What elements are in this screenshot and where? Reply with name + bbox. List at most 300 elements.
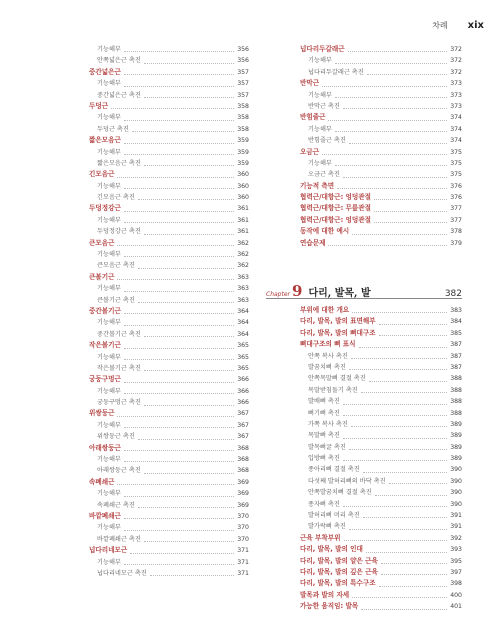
toc-section-entry[interactable]: [89, 272, 249, 283]
toc-section-entry[interactable]: [300, 203, 462, 214]
dot-leader: [348, 51, 448, 52]
toc-entry-page: 356: [237, 57, 249, 65]
toc-section-entry[interactable]: [300, 238, 462, 249]
toc-entry-page: 364: [237, 319, 249, 327]
dot-leader: [343, 415, 447, 416]
toc-entry-title: 뼈대구조의 뼈 표식: [300, 340, 356, 349]
dot-leader: [374, 211, 447, 212]
toc-entry-title: 기능해부: [97, 216, 121, 224]
dot-leader: [335, 165, 447, 166]
dot-leader: [359, 347, 448, 348]
toc-section-entry[interactable]: [300, 590, 462, 601]
toc-entry-page: 359: [237, 159, 249, 167]
toc-entry-page: 372: [450, 68, 462, 76]
toc-subentry[interactable]: [300, 396, 462, 407]
toc-section-entry[interactable]: [89, 340, 249, 351]
toc-section-entry[interactable]: [89, 409, 249, 420]
dot-leader: [335, 97, 447, 98]
toc-section-entry[interactable]: [89, 374, 249, 385]
dot-leader: [124, 154, 234, 155]
toc-subentry[interactable]: [89, 55, 249, 66]
toc-entry-page: 357: [237, 68, 249, 76]
toc-entry-title: 두덩정강근 촉진: [97, 228, 141, 236]
toc-subentry[interactable]: [89, 181, 249, 192]
toc-entry-page: 377: [450, 205, 462, 213]
dot-leader: [124, 291, 234, 292]
toc-entry-title: 반막근 촉진: [308, 102, 340, 110]
toc-subentry[interactable]: [89, 124, 249, 135]
toc-subentry[interactable]: [89, 260, 249, 271]
dot-leader: [124, 359, 234, 360]
dot-leader: [124, 530, 234, 531]
toc-entry-page: 368: [237, 456, 249, 464]
toc-entry-page: 363: [237, 296, 249, 304]
toc-subentry[interactable]: [89, 568, 249, 579]
toc-section-entry[interactable]: [300, 44, 462, 55]
toc-section-entry[interactable]: [89, 511, 249, 522]
dot-leader: [124, 461, 234, 462]
toc-entry-title: 발가락뼈 촉진: [308, 523, 346, 531]
toc-section-entry[interactable]: [300, 226, 462, 237]
toc-subentry[interactable]: [89, 90, 249, 101]
toc-entry-page: 360: [237, 182, 249, 190]
toc-entry-title: 긴모음근 촉진: [97, 194, 135, 202]
toc-entry-page: 362: [237, 262, 249, 270]
toc-subentry[interactable]: [300, 67, 462, 78]
toc-subentry[interactable]: [89, 363, 249, 374]
toc-entry-title: 큰모음근 촉진: [97, 262, 135, 270]
toc-entry-title: 동작에 대한 예시: [300, 227, 350, 236]
toc-entry-page: 388: [450, 398, 462, 406]
toc-entry-page: 360: [237, 171, 249, 179]
dot-leader: [144, 541, 234, 542]
toc-section-entry[interactable]: [89, 135, 249, 146]
toc-subentry[interactable]: [89, 283, 249, 294]
toc-section-entry[interactable]: [300, 328, 462, 339]
toc-entry-title: 협력근/대항근: 무릎관절: [300, 204, 372, 213]
dot-leader: [379, 335, 448, 336]
dot-leader: [344, 540, 448, 541]
dot-leader: [375, 495, 447, 496]
toc-entry-page: 375: [450, 148, 462, 156]
toc-entry-page: 401: [450, 603, 462, 611]
dot-leader: [144, 473, 234, 474]
dot-leader: [138, 302, 234, 303]
dot-leader: [124, 143, 234, 144]
toc-entry-page: 389: [450, 443, 462, 451]
toc-entry-title: 두덩정강근: [89, 204, 121, 213]
dot-leader: [117, 416, 234, 417]
toc-subentry[interactable]: [300, 510, 462, 521]
toc-entry-title: 오금근: [300, 147, 320, 156]
chapter-page: 382: [444, 289, 462, 299]
toc-entry-page: 370: [237, 513, 249, 520]
toc-entry-title: 안쪽발꿈치뼈 결절 촉진: [308, 489, 372, 497]
toc-entry-title: 기능해부: [308, 57, 332, 65]
dot-leader: [111, 108, 234, 109]
toc-entry-title: 발꿈치뼈 촉진: [308, 363, 346, 371]
toc-section-entry[interactable]: [300, 112, 462, 123]
dot-leader: [124, 211, 234, 212]
toc-subentry[interactable]: [89, 295, 249, 306]
toc-subentry[interactable]: [300, 169, 462, 180]
toc-entry-title: 중간넓은근 촉진: [97, 91, 141, 99]
toc-subentry[interactable]: [89, 386, 249, 397]
toc-entry-page: 385: [450, 329, 462, 337]
toc-entry-title: 다리, 발목, 발의 특수구조: [300, 579, 376, 588]
dot-leader: [124, 120, 234, 121]
toc-subentry[interactable]: [300, 362, 462, 373]
toc-subentry[interactable]: [300, 90, 462, 101]
toc-subentry[interactable]: [300, 408, 462, 419]
dot-leader: [117, 484, 234, 485]
toc-entry-title: 중간볼기근: [89, 306, 121, 315]
dot-leader: [352, 597, 447, 598]
toc-subentry[interactable]: [89, 557, 249, 568]
toc-entry-title: 발목과 발의 자세: [300, 590, 350, 599]
toc-entry-title: 큰볼기근 촉진: [97, 296, 135, 304]
dot-leader: [369, 381, 447, 382]
toc-entry-page: 387: [450, 363, 462, 371]
toc-entry-page: 361: [237, 205, 249, 213]
toc-section-entry[interactable]: [89, 545, 249, 556]
dot-leader: [328, 120, 447, 121]
toc-subentry[interactable]: [300, 430, 462, 441]
toc-section-entry[interactable]: [89, 477, 249, 488]
toc-entry-page: 384: [450, 318, 462, 326]
toc-subentry[interactable]: [89, 500, 249, 511]
dot-leader: [379, 586, 448, 587]
toc-entry-title: 큰볼기근: [89, 272, 115, 281]
toc-entry-title: 다섯째 발허리뼈의 바닥 촉진: [308, 477, 386, 485]
toc-entry-title: 두덩근: [89, 101, 109, 110]
chapter-title: 다리, 발목, 발: [308, 288, 371, 299]
toc-entry-page: 383: [450, 306, 462, 314]
dot-leader: [343, 460, 447, 461]
dot-leader: [138, 439, 234, 440]
toc-entry-title: 두덩근 촉진: [97, 125, 129, 133]
toc-entry-page: 356: [237, 45, 249, 53]
toc-entry-page: 370: [237, 535, 249, 543]
toc-entry-title: 기능해부: [97, 387, 121, 395]
toc-entry-title: 궁둥구멍근: [89, 375, 121, 384]
toc-subentry[interactable]: [89, 44, 249, 55]
toc-section-entry[interactable]: [89, 67, 249, 78]
toc-section-entry[interactable]: [89, 238, 249, 249]
dot-leader: [367, 74, 447, 75]
dot-leader: [117, 279, 234, 280]
toc-subentry[interactable]: [89, 431, 249, 442]
dot-leader: [117, 245, 234, 246]
toc-entry-page: 369: [237, 501, 249, 509]
dot-leader: [124, 393, 234, 394]
toc-entry-page: 371: [237, 558, 249, 566]
toc-entry-title: 목말받침돌기 촉진: [308, 386, 358, 394]
toc-subentry[interactable]: [300, 487, 462, 498]
toc-subentry[interactable]: [300, 385, 462, 396]
toc-entry-page: 367: [237, 410, 249, 418]
toc-subentry[interactable]: [89, 465, 249, 476]
dot-leader: [343, 177, 447, 178]
dot-leader: [150, 575, 234, 576]
dot-leader: [124, 222, 234, 223]
toc-entry-title: 기능해부: [97, 558, 121, 566]
toc-entry-title: 위쌍둥근 촉진: [97, 433, 135, 441]
toc-entry-page: 357: [237, 80, 249, 88]
toc-section-entry[interactable]: [300, 192, 462, 203]
dot-leader: [343, 438, 447, 439]
toc-entry-page: 377: [450, 216, 462, 224]
toc-entry-page: 392: [450, 534, 462, 542]
toc-entry-page: 378: [450, 228, 462, 236]
toc-entry-title: 기능해부: [308, 159, 332, 167]
toc-entry-page: 379: [450, 239, 462, 247]
toc-entry-page: 376: [450, 194, 462, 202]
toc-subentry[interactable]: [89, 317, 249, 328]
toc-entry-title: 기능해부: [97, 353, 121, 361]
toc-entry-page: 393: [450, 546, 462, 554]
dot-leader: [374, 222, 447, 223]
dot-leader: [124, 188, 234, 189]
toc-subentry[interactable]: [89, 215, 249, 226]
toc-entry-title: 속폐쇄근: [89, 477, 115, 486]
toc-subentry[interactable]: [300, 464, 462, 475]
toc-entry-title: 반힘줄근: [300, 113, 326, 122]
toc-subentry[interactable]: [89, 78, 249, 89]
toc-entry-page: 366: [237, 387, 249, 395]
dot-leader: [363, 517, 447, 518]
toc-entry-title: 아래쌍둥근: [89, 443, 121, 452]
toc-subentry[interactable]: [300, 419, 462, 430]
toc-entry-title: 입방뼈 촉진: [308, 455, 340, 463]
toc-entry-page: 359: [237, 148, 249, 156]
dot-leader: [352, 312, 447, 313]
toc-section-entry[interactable]: [300, 78, 462, 89]
toc-right-column-top: [300, 44, 462, 249]
toc-subentry[interactable]: [89, 329, 249, 340]
toc-subentry[interactable]: [300, 101, 462, 112]
toc-entry-title: 가쪽 복사 촉진: [308, 420, 348, 428]
dot-leader: [124, 427, 234, 428]
toc-section-entry[interactable]: [300, 578, 462, 589]
dot-leader: [381, 563, 447, 564]
toc-entry-page: 375: [450, 159, 462, 167]
page-header: [432, 20, 484, 34]
toc-section-entry[interactable]: [300, 215, 462, 226]
toc-section-entry[interactable]: [89, 443, 249, 454]
dot-leader: [381, 574, 447, 575]
toc-entry-title: 협력근/대항근: 엉덩관절: [300, 193, 372, 202]
dot-leader: [124, 325, 234, 326]
toc-entry-title: 바깥폐쇄근: [89, 512, 121, 520]
toc-entry-title: 종아리뼈 결절 촉진: [308, 466, 360, 474]
toc-subentry[interactable]: [89, 534, 249, 545]
toc-subentry[interactable]: [89, 420, 249, 431]
toc-entry-title: 짧은모음근: [89, 136, 121, 145]
toc-section-entry[interactable]: [89, 101, 249, 112]
toc-entry-page: 362: [237, 251, 249, 259]
dot-leader: [343, 404, 447, 405]
toc-entry-page: 358: [237, 125, 249, 133]
toc-entry-title: 작은볼기근: [89, 341, 121, 350]
toc-section-entry[interactable]: [89, 203, 249, 214]
toc-entry-title: 반힘줄근 촉진: [308, 137, 346, 145]
dot-leader: [144, 370, 234, 371]
toc-entry-title: 뼈기뼈 촉진: [308, 409, 340, 417]
toc-entry-title: 기능해부: [97, 319, 121, 327]
toc-section-entry[interactable]: [300, 147, 462, 158]
toc-entry-page: 387: [450, 352, 462, 360]
toc-entry-page: 357: [237, 91, 249, 99]
toc-entry-title: 기능해부: [97, 524, 121, 532]
toc-entry-title: 기능해부: [97, 45, 121, 53]
toc-entry-page: 360: [237, 194, 249, 202]
toc-subentry[interactable]: [89, 488, 249, 499]
toc-entry-title: 아래쌍둥근 촉진: [97, 467, 141, 475]
toc-entry-title: 기능해부: [97, 114, 121, 122]
toc-entry-title: 기능해부: [97, 251, 121, 259]
toc-entry-page: 376: [450, 182, 462, 190]
toc-entry-page: 372: [450, 57, 462, 65]
dot-leader: [132, 131, 234, 132]
toc-entry-title: 발목뼈굴 촉진: [308, 443, 346, 451]
dot-leader: [349, 143, 447, 144]
dot-leader: [124, 496, 234, 497]
toc-subentry[interactable]: [300, 124, 462, 135]
toc-entry-page: 373: [450, 91, 462, 99]
dot-leader: [349, 449, 447, 450]
dot-leader: [124, 348, 234, 349]
toc-entry-title: 다리, 발목, 발의 인대: [300, 545, 363, 554]
dot-leader: [337, 188, 447, 189]
toc-entry-title: 종자뼈 촉진: [308, 500, 340, 508]
toc-right-column-bottom: [300, 305, 462, 613]
chapter-heading[interactable]: [266, 282, 462, 299]
toc-section-entry[interactable]: [300, 316, 462, 327]
dot-leader: [130, 553, 234, 554]
dot-leader: [349, 529, 447, 530]
toc-entry-title: 기능해부: [97, 490, 121, 498]
toc-entry-page: 373: [450, 102, 462, 110]
toc-entry-title: 목말뼈 촉진: [308, 432, 340, 440]
toc-subentry[interactable]: [300, 158, 462, 169]
toc-entry-title: 기능해부: [308, 125, 332, 133]
dot-leader: [124, 313, 234, 314]
toc-subentry[interactable]: [89, 352, 249, 363]
toc-entry-page: 362: [237, 239, 249, 247]
dot-leader: [352, 234, 447, 235]
toc-subentry[interactable]: [300, 55, 462, 66]
dot-leader: [363, 472, 447, 473]
toc-entry-title: 부위에 대한 개요: [300, 305, 350, 314]
toc-entry-page: 387: [450, 341, 462, 349]
toc-subentry[interactable]: [89, 147, 249, 158]
toc-entry-title: 넙다리네모근 촉진: [97, 569, 147, 577]
toc-entry-page: 365: [237, 364, 249, 372]
dot-leader: [144, 336, 234, 337]
toc-subentry[interactable]: [300, 373, 462, 384]
toc-subentry[interactable]: [300, 521, 462, 532]
toc-subentry[interactable]: [300, 453, 462, 464]
toc-entry-page: 367: [237, 433, 249, 441]
toc-entry-title: 안쪽목말뼈 결절 촉진: [308, 375, 366, 383]
toc-subentry[interactable]: [89, 249, 249, 260]
toc-entry-page: 366: [237, 376, 249, 384]
toc-entry-page: 371: [237, 569, 249, 577]
toc-entry-title: 발배뼈 촉진: [308, 398, 340, 406]
toc-section-entry[interactable]: [300, 544, 462, 555]
toc-section-entry[interactable]: [89, 306, 249, 317]
dot-leader: [351, 426, 447, 427]
toc-section-entry[interactable]: [300, 305, 462, 316]
chapter-number: 9: [292, 282, 303, 300]
toc-subentry[interactable]: [89, 112, 249, 123]
toc-section-entry[interactable]: [300, 533, 462, 544]
toc-subentry[interactable]: [300, 442, 462, 453]
toc-entry-page: 368: [237, 467, 249, 475]
toc-subentry[interactable]: [300, 499, 462, 510]
toc-subentry[interactable]: [89, 226, 249, 237]
toc-entry-page: 374: [450, 137, 462, 145]
dot-leader: [328, 245, 447, 246]
toc-entry-title: 기능해부: [97, 182, 121, 190]
toc-entry-title: 안쪽넓은근 촉진: [97, 57, 141, 65]
toc-subentry[interactable]: [89, 454, 249, 465]
toc-entry-title: 궁둥구멍근 촉진: [97, 399, 141, 407]
toc-entry-page: 397: [450, 568, 462, 576]
toc-entry-title: 기능해부: [97, 421, 121, 429]
toc-subentry[interactable]: [89, 522, 249, 533]
toc-subentry[interactable]: [300, 476, 462, 487]
toc-section-entry[interactable]: [89, 169, 249, 180]
toc-subentry[interactable]: [89, 158, 249, 169]
dot-leader: [322, 154, 447, 155]
toc-section-entry[interactable]: [300, 567, 462, 578]
toc-entry-title: 넙다리두갈래근: [300, 44, 345, 53]
dot-leader: [144, 234, 234, 235]
toc-entry-title: 다리, 발목, 발의 뼈대구조: [300, 328, 376, 337]
toc-entry-page: 364: [237, 307, 249, 315]
toc-entry-title: 기능해부: [97, 80, 121, 88]
toc-entry-page: 372: [450, 45, 462, 53]
toc-entry-title: 다리, 발목, 발의 표면해부: [300, 317, 376, 326]
toc-entry-page: 369: [237, 478, 249, 486]
toc-section-entry[interactable]: [300, 181, 462, 192]
toc-entry-title: 속폐쇄근 촉진: [97, 501, 135, 509]
toc-section-entry[interactable]: [300, 556, 462, 567]
toc-entry-page: 361: [237, 216, 249, 224]
toc-subentry[interactable]: [89, 397, 249, 408]
toc-entry-page: 358: [237, 114, 249, 122]
toc-entry-title: 반막근: [300, 79, 320, 88]
dot-leader: [124, 564, 234, 565]
dot-leader: [322, 86, 447, 87]
dot-leader: [138, 268, 234, 269]
toc-section-entry[interactable]: [300, 601, 462, 612]
dot-leader: [124, 450, 234, 451]
toc-entry-title: 짧은모음근 촉진: [97, 159, 141, 167]
toc-entry-page: 363: [237, 285, 249, 293]
toc-subentry[interactable]: [300, 351, 462, 362]
toc-entry-page: 368: [237, 444, 249, 452]
toc-entry-title: 기능해부: [97, 285, 121, 293]
toc-entry-page: 369: [237, 490, 249, 498]
toc-section-entry[interactable]: [300, 339, 462, 350]
toc-subentry[interactable]: [89, 192, 249, 203]
toc-subentry[interactable]: [300, 135, 462, 146]
toc-entry-title: 큰모음근: [89, 238, 115, 247]
page-number: xix: [467, 20, 484, 31]
